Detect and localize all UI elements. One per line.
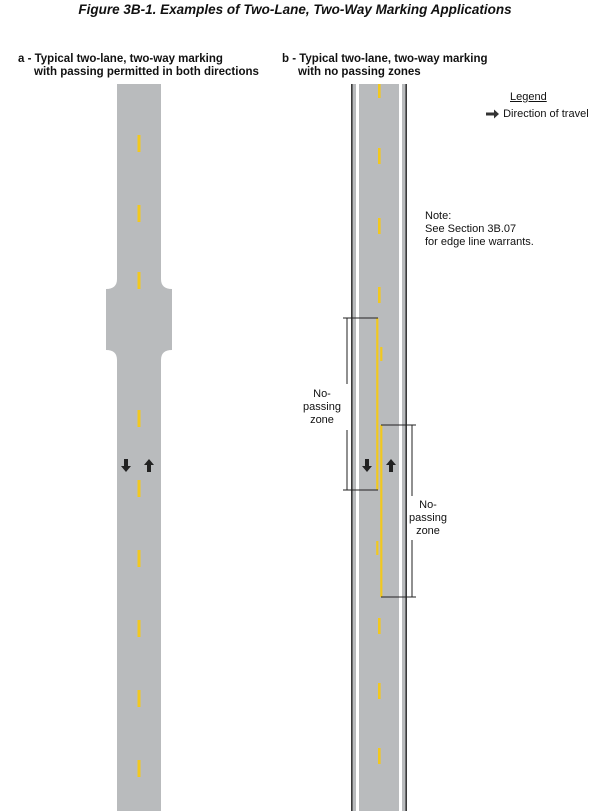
legend-item-label: Direction of travel [503, 108, 589, 120]
figure-title: Figure 3B-1. Examples of Two-Lane, Two-Way Marking Applications [78, 2, 512, 17]
panel-a-caption-line2: with passing permitted in both directions [34, 66, 259, 78]
no-passing-zone-label-1: No- passing zone [303, 388, 341, 426]
note-line2: See Section 3B.07 [425, 223, 517, 235]
note-line1: Note: [425, 210, 452, 222]
panel-b-caption-line2: with no passing zones [298, 66, 421, 78]
panel-b-road [351, 84, 407, 811]
note-line3: for edge line warrants. [425, 236, 534, 248]
panel-a-caption-line1: a - Typical two-lane, two-way marking [18, 53, 223, 65]
legend-header: Legend [510, 91, 547, 103]
no-passing-zone-label-2: No- passing zone [409, 499, 447, 537]
panel-b-caption-line1: b - Typical two-lane, two-way marking [282, 53, 488, 65]
